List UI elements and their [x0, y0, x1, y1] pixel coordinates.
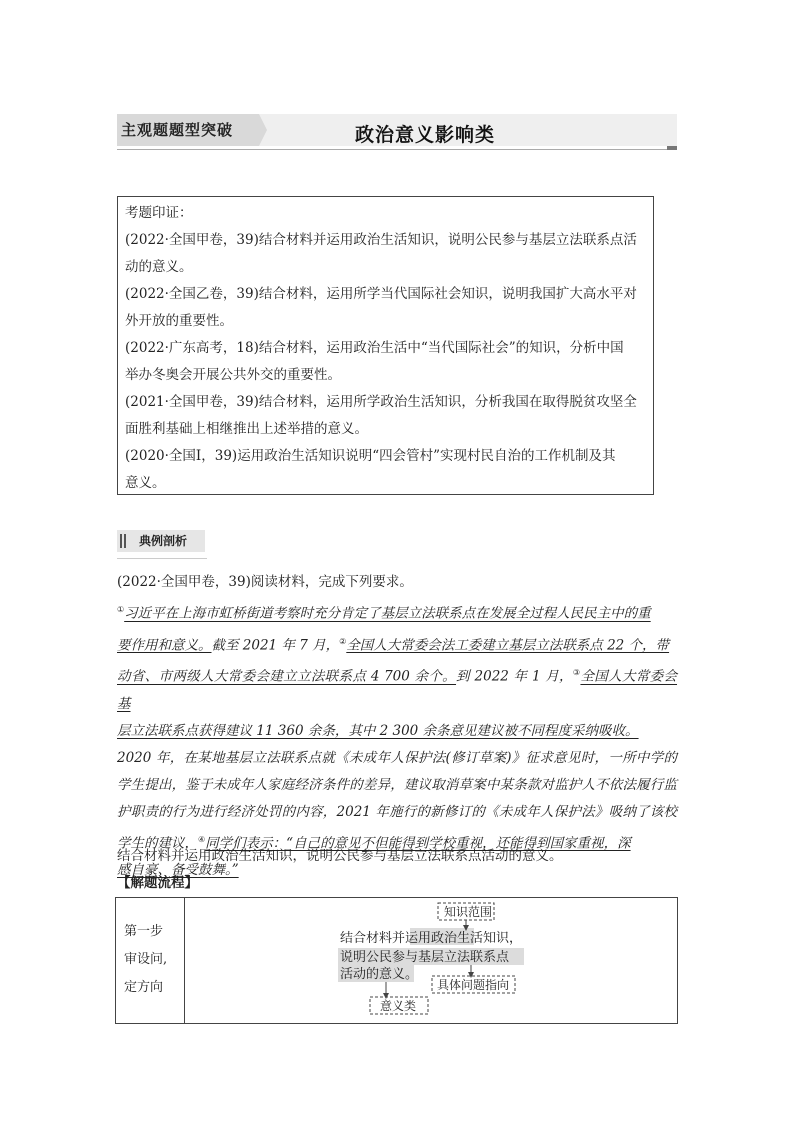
- header-divider: [117, 149, 667, 150]
- underlined-segment: 全国人大常委会法工委建立基层立法联系点 22 个，带: [346, 637, 670, 653]
- exam-line: (2022·广东高考，18)结合材料，运用政治生活中“当代国际社会”的知识，分析中国: [125, 340, 624, 356]
- exam-line: (2022·全国乙卷，39)结合材料，运用所学当代国际社会知识，说明我国扩大高水平对: [125, 286, 637, 302]
- underlined-segment: 同学们表示：“自己的意见不但能得到学校重视，还能得到国家重视，深: [205, 835, 631, 851]
- bars-icon: [120, 534, 128, 548]
- section-label-text: 典例剖析: [139, 534, 188, 548]
- exam-line: 意义。: [125, 475, 166, 491]
- step-label: 审设问,: [124, 952, 168, 967]
- plain-segment: 到 2022 年 1 月，: [456, 668, 573, 685]
- exam-line: 外开放的重要性。: [125, 313, 233, 329]
- scope-box-label: 知识范围: [444, 905, 493, 919]
- question-text: 结合材料并运用政治生活知识，说明公民参与基层立法联系点活动的意义。: [117, 848, 563, 864]
- question-line-3: 活动的意义。: [340, 967, 419, 982]
- underlined-segment: 动省、市两级人大常委会建立立法联系点 4 700 余个。: [117, 668, 457, 685]
- page-title: 政治意义影响类: [355, 124, 496, 146]
- header-corner-mark: [667, 146, 677, 150]
- marker-1: ①: [117, 605, 125, 614]
- step-label: 第一步: [124, 924, 164, 939]
- exam-line: 面胜利基础上相继推出上述举措的意义。: [125, 421, 368, 437]
- plain-segment: 截至 2021 年 7 月，: [211, 637, 340, 653]
- material-paragraph: [117, 596, 677, 745]
- issue-box-label: 具体问题指向: [437, 978, 510, 992]
- question-line-2: 说明公民参与基层立法联系点: [340, 950, 510, 965]
- underlined-segment: 要作用和意义。: [117, 637, 212, 653]
- plain-segment: 2020 年，在某地基层立法联系点就《未成年人保护法(修订草案)》征求意见时，一所中学的学生提出，鉴于未成年人家庭经济条件的差异，建议取消草案中某条款对监护人不依法履行监护职责的行为进行经济处罚的内容，2021 年施行的新修订的《未成年人保护法》吸纳了该校学生的建议，: [117, 749, 677, 851]
- question-line-1: 结合材料并运用政治生活知识，: [340, 931, 523, 946]
- exam-line: (2021·全国甲卷，39)结合材料，运用所学政治生活知识，分析我国在取得脱贫攻坚全: [125, 394, 637, 410]
- section-header: [117, 114, 677, 150]
- step-label: 定方向: [124, 980, 164, 995]
- analysis-diagram: [116, 898, 677, 1023]
- underlined-segment: 层立法联系点获得建议 11 360 余条，其中 2 300 余条意见建议被不同程度采纳吸收。: [117, 722, 639, 739]
- marker-2: ②: [339, 636, 347, 646]
- question-source: (2022·全国甲卷，39)阅读材料，完成下列要求。: [117, 574, 413, 590]
- exam-line: (2020·全国Ⅰ，39)运用政治生活知识说明“四会管村”实现村民自治的工作机制及其: [125, 448, 616, 464]
- step-table: [115, 897, 678, 1024]
- section-divider: [117, 558, 207, 559]
- exam-line: 动的意义。: [125, 259, 193, 275]
- marker-4: ④: [198, 834, 206, 844]
- underlined-segment: 习近平在上海市虹桥街道考察时充分肯定了基层立法联系点在发展全过程人民民主中的重: [124, 605, 651, 622]
- type-box-label: 意义类: [380, 999, 417, 1013]
- flow-title: 【解题流程】: [117, 875, 198, 891]
- underlined-segment: 感自豪、备受鼓舞。”: [117, 862, 239, 878]
- exam-reference-box: [117, 196, 654, 495]
- exam-line: (2022·全国甲卷，39)结合材料并运用政治生活知识，说明公民参与基层立法联系点活: [125, 232, 637, 248]
- material-text: [117, 596, 677, 884]
- exam-line: 考题印证：: [125, 205, 193, 221]
- marker-3: ③: [572, 668, 581, 677]
- exam-line: 举办冬奥会开展公共外交的重要性。: [125, 367, 341, 383]
- header-tag-label: 主观题题型突破: [121, 121, 234, 139]
- underlined-segment: 全国人大常委会基: [117, 668, 678, 712]
- section-label: [117, 530, 205, 552]
